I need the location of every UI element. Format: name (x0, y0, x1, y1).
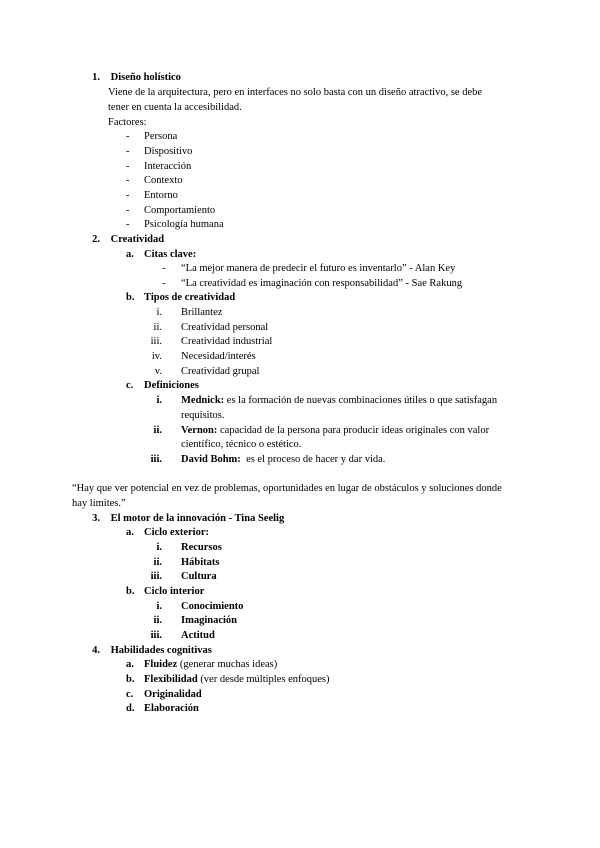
paragraph-line: Viene de la arquitectura, pero en interfaces no solo basta con un diseño atractivo, se debe (108, 87, 483, 98)
subsection-heading (126, 585, 205, 600)
factors-label: Factores: (108, 117, 147, 128)
section-title: Diseño holístico (110, 72, 181, 83)
dash-bullet: - (126, 205, 130, 216)
definition-continuation: requisitos. (181, 410, 225, 421)
subsection-letter: a. (126, 527, 134, 538)
list-item: i. Recursos (156, 542, 222, 553)
list-item: ii. Creatividad personal (153, 322, 269, 333)
section-title: Creatividad (110, 234, 165, 245)
list-item: - Comportamiento (126, 205, 216, 216)
section-1-heading (88, 71, 181, 86)
list-item: i. Conocimiento (156, 601, 244, 612)
section-3-heading (88, 512, 284, 527)
subsection-letter: b. (126, 292, 135, 303)
subsection-title: Tipos de creatividad (144, 292, 236, 303)
subsection-letter: c. (126, 380, 134, 391)
section-number: 2. (92, 234, 100, 245)
subsection-heading (126, 291, 236, 306)
list-item: - Dispositivo (126, 146, 193, 157)
quote-item: - “La creatividad es imaginación con responsabilidad” - Sae Rakung (162, 278, 463, 289)
section-2-heading (88, 233, 164, 248)
list-item: i. Brillantez (156, 307, 223, 318)
paragraph-line: tener en cuenta la accesibilidad. (108, 102, 242, 113)
list-item: - Psicología humana (126, 219, 224, 230)
list-item: a. Fluidez (generar muchas ideas) (126, 659, 278, 670)
list-item: - Interacción (126, 161, 192, 172)
quote-paragraph-line: “Hay que ver potencial en vez de problemas, oportunidades en lugar de obstáculos y soluciones donde (72, 483, 502, 494)
definition-item: i. Mednick: es la formación de nuevas combinaciones útiles o que satisfagan (156, 395, 498, 406)
subsection-title: Ciclo exterior: (144, 527, 210, 538)
section-4-heading (88, 644, 212, 659)
subsection-title: Ciclo interior (144, 586, 205, 597)
subsection-title: Definiciones (144, 380, 199, 391)
list-item: - Contexto (126, 175, 183, 186)
dash-bullet: - (126, 131, 130, 142)
definition-continuation: científico, técnico o estético. (181, 439, 302, 450)
list-item: iii. Actitud (150, 630, 215, 641)
section-title: El motor de la innovación - Tina Seelig (110, 513, 285, 524)
quote-item: - “La mejor manera de predecir el futuro es inventarlo” - Alan Key (162, 263, 456, 274)
subsection-title: Citas clave: (144, 249, 197, 260)
list-item: ii. Hábitats (153, 557, 220, 568)
list-item: iii. Creatividad industrial (150, 336, 273, 347)
quote-paragraph-line: hay límites.” (72, 498, 126, 509)
section-number: 1. (92, 72, 100, 83)
list-item: - Entorno (126, 190, 178, 201)
list-item: - Persona (126, 131, 178, 142)
definition-item: ii. Vernon: capacidad de la persona para producir ideas originales con valor (153, 425, 490, 436)
definition-author: Vernon: (181, 425, 218, 436)
subsection-heading (126, 526, 210, 541)
subsection-letter: a. (126, 249, 134, 260)
dash-bullet: - (162, 278, 166, 289)
definition-item: iii. David Bohm: es el proceso de hacer y dar vida. (150, 454, 386, 465)
subsection-heading (126, 248, 197, 263)
definition-author: David Bohm: (181, 454, 241, 465)
list-item: c. Originalidad (126, 689, 202, 700)
list-item: v. Creatividad grupal (154, 366, 260, 377)
subsection-letter: b. (126, 586, 135, 597)
subsection-heading (126, 379, 199, 394)
dash-bullet: - (126, 175, 130, 186)
list-item: d. Elaboración (126, 703, 199, 714)
dash-bullet: - (126, 161, 130, 172)
list-item: b. Flexibilidad (ver desde múltiples enfoques) (126, 674, 330, 685)
dash-bullet: - (126, 146, 130, 157)
dash-bullet: - (126, 190, 130, 201)
section-title: Habilidades cognitivas (110, 645, 212, 656)
definition-author: Mednick: (181, 395, 225, 406)
list-item: ii. Imaginación (153, 615, 238, 626)
section-number: 3. (92, 513, 100, 524)
section-number: 4. (92, 645, 100, 656)
dash-bullet: - (126, 219, 130, 230)
list-item: iv. Necesidad/interés (151, 351, 256, 362)
list-item: iii. Cultura (150, 571, 217, 582)
dash-bullet: - (162, 263, 166, 274)
